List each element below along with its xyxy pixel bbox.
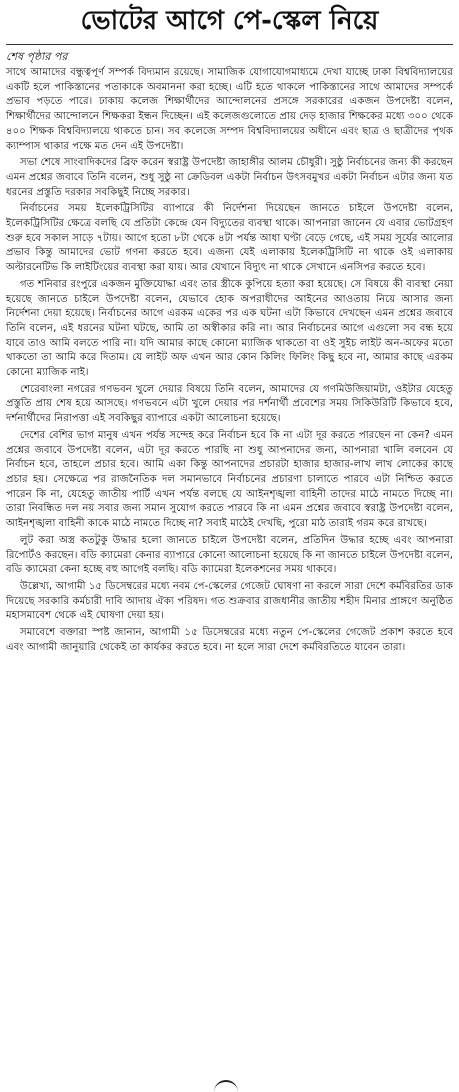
- article-paragraph: লুট করা অস্ত্র কতটুকু উদ্ধার হলো জানতে চাইলে উপদেষ্টা বলেন, প্রতিদিন উদ্ধার হচ্ছে এবং আপনারা রিপোর্টও করছেন। বডি ক্যামেরা কেনার ব্যাপারে কোনো আলোচনা হয়েছে কি না জানতে চাইলে উপদেষ্টা বলেন, বডি ক্যামেরা কেনা হচ্ছে বহু আগেই বলছি। বডি ক্যামেরা ইলেকশনের সময় থাকবে।: [6, 534, 453, 576]
- article-body: [6, 66, 453, 655]
- continued-from-label: শেষ পৃষ্ঠার পর: [6, 50, 68, 63]
- article-paragraph: শেরেবাংলা নগরের গণভবন খুলে দেয়ার বিষয়ে তিনি বলেন, আমাদের যে গণমিউজিয়ামটা, ওইটার যেহেতু প্রস্তুতি প্রায় শেষ হয়ে আসছে। গণভবনে এটা খুলে দেয়ার পর দর্শনার্থী প্রবেশের সময় সিকিউরিটি কিভাবে হবে, দর্শনার্থীদের নিরাপত্তা এই সবকিছুর ব্যাপারে একটা আলোচনা হয়েছে।: [6, 383, 453, 425]
- article-paragraph: সাথে আমাদের বন্ধুত্বপূর্ণ সম্পর্ক বিদ্যমান রয়েছে। সামাজিক যোগাযোগমাধ্যমে দেখা যাচ্ছে ঢাকা বিশ্ববিদ্যালয়ের একটি হলে পাকিস্তানের পতাকাকে অবমাননা করা হচ্ছে। এটি হতে থাকলে পাকিস্তানের সাথে আমাদের সম্পর্কে প্রভাব পড়তে পারে। ঢাকায় কলেজ শিক্ষার্থীদের আন্দোলনের প্রসঙ্গে সরকারের একজন উপদেষ্টা বলেন, শিক্ষার্থীদের আন্দোলনে শিক্ষকরা ইন্ধন দিচ্ছেন। এই কলেজগুলোতে প্রায় দেড় হাজার শিক্ষকের মধ্যে ৩০০ থেকে ৪০০ শিক্ষক বিশ্ববিদ্যালয়ে থাকতে চান। সব কলেজে সম্পদ বিশ্ববিদ্যালয়ের অধীনে এবং ছাত্র ও ছাত্রীদের পৃথক ক্যাম্পাস থাকার পক্ষে মত দেন এই উপদেষ্টা।: [6, 67, 453, 152]
- article-paragraph: উল্লেখ্য, আগামী ১৫ ডিসেম্বরের মধ্যে নবম পে-স্কেলের গেজেট ঘোষণা না করলে সারা দেশে কর্মবিরতির ডাক দিয়েছে সরকারি কর্মচারী দাবি আদায় ঐক্য পরিষদ। গত শুক্রবার রাজধানীর জাতীয় শহীদ মিনার প্রাঙ্গণে অনুষ্ঠিত মহাসমাবেশ থেকে এই ঘোষণা দেয়া হয়।: [6, 580, 453, 622]
- headline: ভোটের আগে পে-স্কেল নিয়ে: [80, 6, 379, 36]
- headline-divider: [6, 44, 453, 45]
- article-paragraph: নির্বাচনের সময় ইলেকট্রিসিটির ব্যাপারে কী নির্দেশনা দিয়েছেন জানতে চাইলে উপদেষ্টা বলেন, ইলেকট্রিসিটির ক্ষেত্রে বলছি যে প্রতিটা কেন্দ্রে যেন বিদ্যুতের ব্যবস্থা থাকে। আপনারা জানেন যে এবার ভোটগ্রহণ শুরু হবে সকাল সাড়ে ৭টায়। আগে হতো ৮টা থেকে ৪টা পর্যন্ত আধা ঘণ্টা বেড়ে গেছে, এই সময় সূর্যের আলোর প্রভাব কিন্তু আমাদের ভোট গণনা করতে হবে। এজন্য যেই এলাকায় ইলেকট্রিসিটি না থাকে ওই এলাকায় অল্টারনেটিভ কি লাইটিংয়ের ব্যবস্থা করা যায়। আর যেখানে বিদ্যুৎ না থাকে সেখানে এনসিপর করতে হবে।: [6, 203, 453, 274]
- article-paragraph: গত শনিবার রংপুরে একজন মুক্তিযোদ্ধা এবং তার স্ত্রীকে কুপিয়ে হত্যা করা হয়েছে। সে বিষয়ে কী ব্যবস্থা নেয়া হয়েছে জানতে চাইলে উপদেষ্টা বলেন, যেভাবে হোক অপরাধীদের আইনের আওতায় নিয়ে আসার জন্য নির্দেশনা দেয়া হয়েছে। নির্বাচনের আগে এরকম একের পর এক ঘটনা এটা কিভাবে দেখছেন এমন প্রশ্নের জবাবে তিনি বলেন, এই ধরনের ঘটনা ঘটছে, আমি তা অস্বীকার করি না। আর নির্বাচনের আগে এগুলো সব বন্ধ হয়ে যাবে তাও আমি বলতে পারি না। যদি আমার কাছে কোনো ম্যাজিক থাকতো বা ওই সুইচ লাইট অন-অফের মতো থাকতো তা আমি করে দিতাম। যে লাইট অফ এখন আর কোন কিলিং ফিলিং কিছু হবে না, আমার কাছে এরকম কোনো ম্যাজিক নাই।: [6, 278, 453, 379]
- article-paragraph: দেশের বেশির ভাগ মানুষ এখন পর্যন্ত সন্দেহ করে নির্বাচন হবে কি না এটা দূর করতে পারছেন না কেন? এমন প্রশ্নের জবাবে উপদেষ্টা বলেন, এটা দূর করতে পারছি না শুধু আপনাদের জন্য, আপনারা খালি বলবেন যে নির্বাচন হবে, তাহলে প্রচার হবে। আমি একা কিন্তু আপনাদের প্রচারটা হাজার হাজার-লাখ লাখ লোকের কাছে প্রচার হয়। সেক্ষেত্রে পর রাজনৈতিক দল সমানভাবে নির্বাচনের প্রচারণা চালাতে পারবে এটা নিশ্চিত করতে পারেন কি না, যেহেতু জাতীয় পার্টি এখন পর্যন্ত বলছে যে আইনশৃঙ্খলা বাহিনী তাদের মাঠে নামতে দিচ্ছে না। তারা নিবন্ধিত দল নয় সবার জন্য সমান সুযোগ করতে পারবে কি না এমন প্রশ্নের জবাবে স্বরাষ্ট্র উপদেষ্টা বলেন, আইনশৃঙ্খলা বাহিনী কাকে মাঠে নামতে দিচ্ছে না? সবাই মাঠেই দেখছি, পুরো মাঠ তারাই গরম করে রাখছে।: [6, 429, 453, 530]
- page-fold-mark: [214, 1080, 238, 1092]
- article-paragraph: সভা শেষে সাংবাদিকদের ব্রিফ করেন স্বরাষ্ট্র উপদেষ্টা জাহাঙ্গীর আলম চৌধুরী। সুষ্ঠু নির্বাচনের জন্য কী করছেন এমন প্রশ্নের জবাবে তিনি বলেন, শুধু সুষ্ঠু না ক্রেডিবল একটা নির্বাচন উৎসবমুখর একটা নির্বাচন এটার জন্য যত ধরনের প্রস্তুতি দরকার সবকিছুই নিচ্ছে সরকার।: [6, 157, 453, 198]
- article-paragraph: সমাবেশে বক্তারা স্পষ্ট জানান, আগামী ১৫ ডিসেম্বরের মধ্যে নতুন পে-স্কেলের গেজেট প্রকাশ করতে হবে এবং আগামী জানুয়ারি থেকেই তা কার্যকর করতে হবে। না হলে সারা দেশে কর্মবিরতিতে যাবেন তারা।: [6, 627, 453, 653]
